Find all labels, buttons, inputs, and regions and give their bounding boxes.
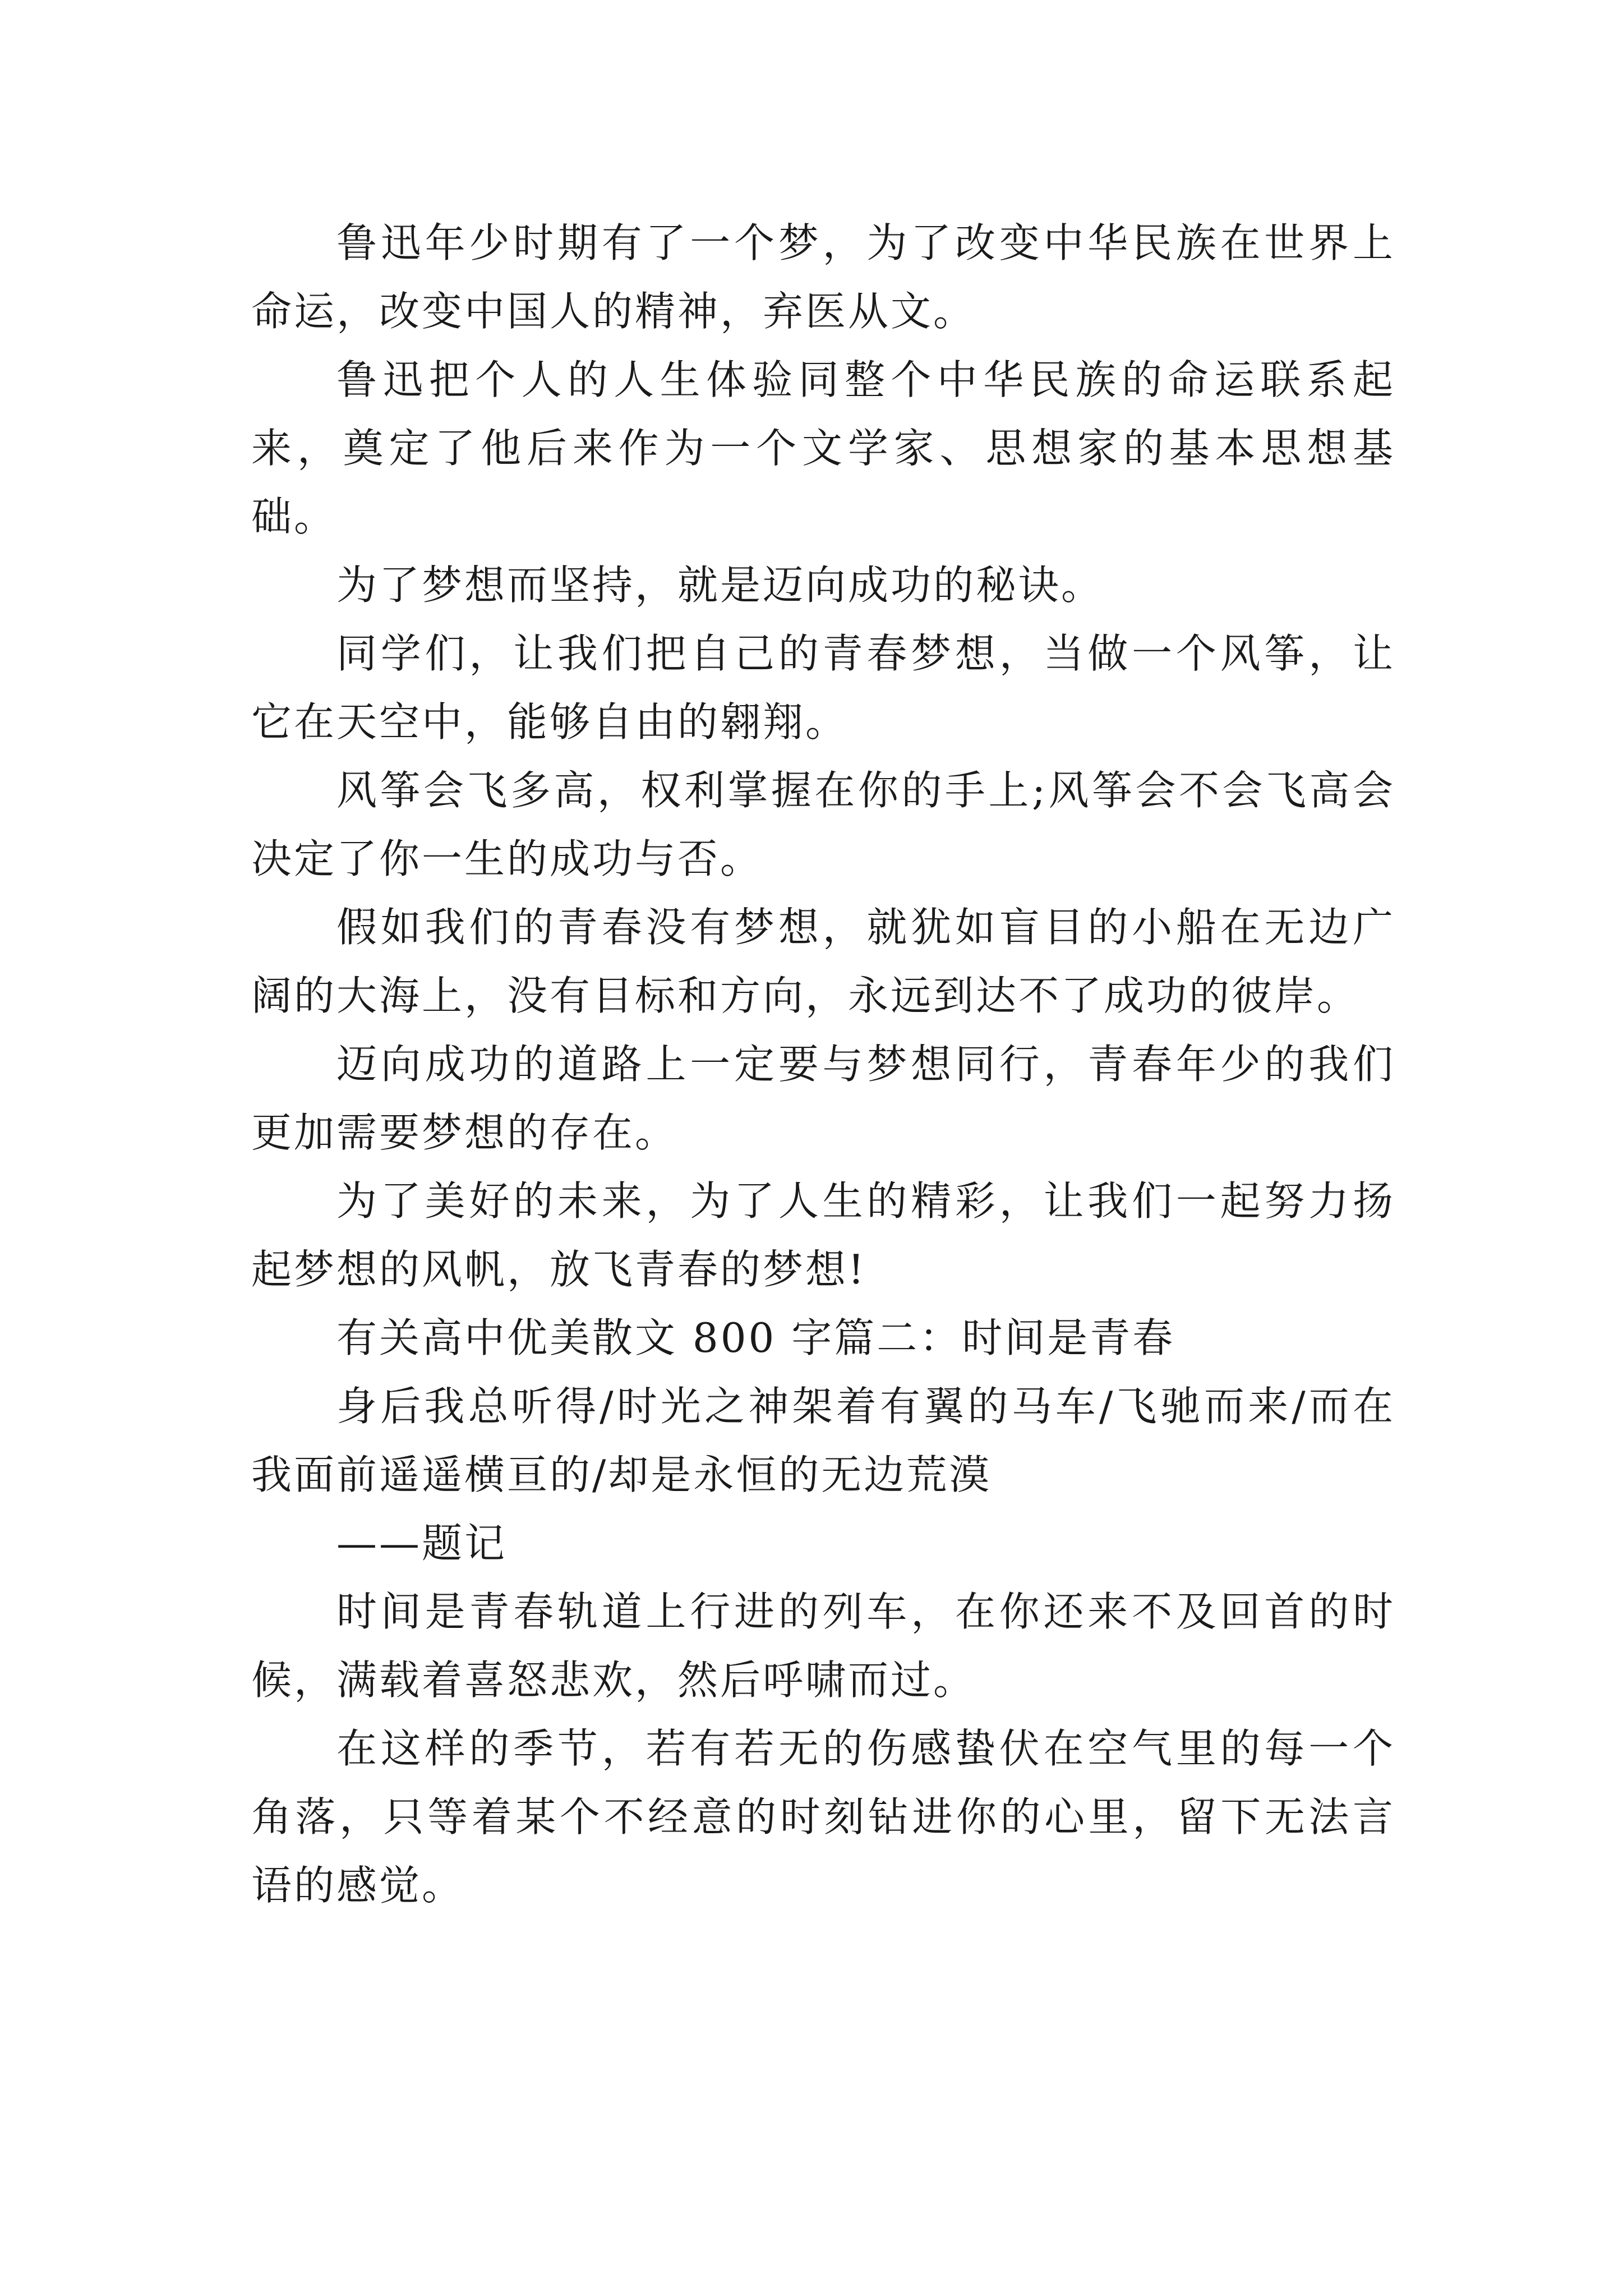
- paragraph-epigraph: 身后我总听得/时光之神架着有翼的马车/飞驰而来/而在我面前遥遥横亘的/却是永恒的无边荒漠: [251, 1383, 1395, 1498]
- paragraph-road-to-success: 迈向成功的道路上一定要与梦想同行，青春年少的我们更加需要梦想的存在。: [251, 1041, 1395, 1156]
- paragraph-time-train: 时间是青春轨道上行进的列车，在你还来不及回首的时候，满载着喜怒悲欢，然后呼啸而过。: [251, 1588, 1395, 1704]
- paragraph-kite-height: 风筝会飞多高，权利掌握在你的手上;风筝会不会飞高会决定了你一生的成功与否。: [251, 767, 1395, 882]
- paragraph-persist: 为了梦想而坚持，就是迈向成功的秘诀。: [336, 562, 1104, 609]
- epigraph-signature: ——题记: [336, 1520, 508, 1567]
- section-heading: 有关高中优美散文 800 字篇二：时间是青春: [336, 1314, 1175, 1361]
- paragraph-future: 为了美好的未来，为了人生的精彩，让我们一起努力扬起梦想的风帆，放飞青春的梦想!: [251, 1177, 1395, 1293]
- paragraph-lu-xun-experience: 鲁迅把个人的人生体验同整个中华民族的命运联系起来，奠定了他后来作为一个文学家、思想家的基本思想基础。: [251, 356, 1395, 540]
- paragraph-season: 在这样的季节，若有若无的伤感蛰伏在空气里的每一个角落，只等着某个不经意的时刻钻进你的心里，留下无法言语的感觉。: [251, 1725, 1395, 1909]
- document-body: [251, 209, 1395, 1920]
- paragraph-kite-dream: 同学们，让我们把自己的青春梦想，当做一个风筝，让它在天空中，能够自由的翱翔。: [251, 630, 1395, 746]
- paragraph-no-dream: 假如我们的青春没有梦想，就犹如盲目的小船在无边广阔的大海上，没有目标和方向，永远到达不了成功的彼岸。: [251, 904, 1395, 1019]
- paragraph-lu-xun-dream: 鲁迅年少时期有了一个梦，为了改变中华民族在世界上命运，改变中国人的精神，弃医从文。: [251, 219, 1395, 335]
